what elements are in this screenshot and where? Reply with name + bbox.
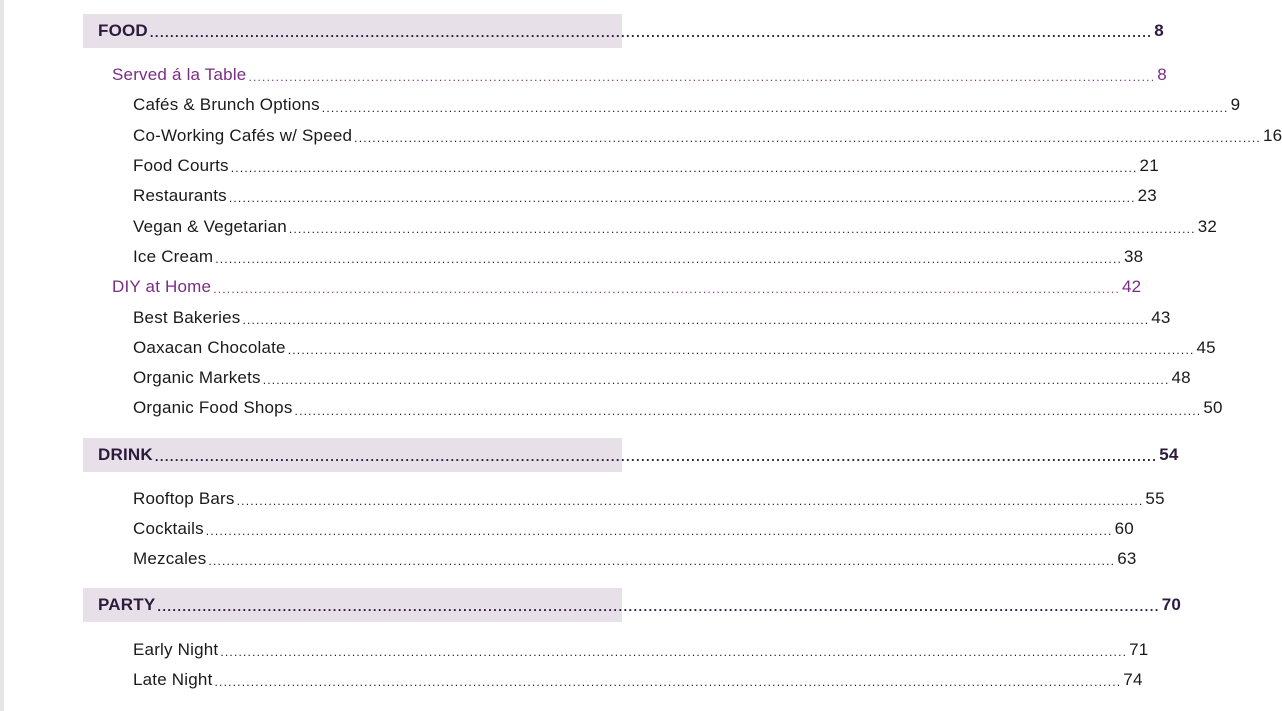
toc-entry[interactable] xyxy=(83,665,1143,695)
entry-page-number: 38 xyxy=(1124,246,1144,266)
dot-leader: ........................................................................................................................................................................................................ xyxy=(205,524,1113,539)
entry-label: Restaurants xyxy=(133,186,227,206)
dot-leader: ........................................................................................................................................................................................................ xyxy=(214,675,1122,690)
entry-page-number: 32 xyxy=(1197,216,1218,236)
section-heading[interactable] xyxy=(83,438,1179,472)
entry-page-number: 9 xyxy=(1230,95,1241,115)
entry-label: Early Night xyxy=(133,639,219,659)
dot-leader: ........................................................................................................................................................................................................ xyxy=(230,161,1138,176)
section-page-number: 54 xyxy=(1159,444,1179,464)
dot-leader: ........................................................................................................................................................................................................ xyxy=(248,70,1156,85)
entry-page-number: 45 xyxy=(1196,337,1216,357)
section-entries xyxy=(83,472,1165,589)
dot-leader: ........................................................................................................................................................................................................ xyxy=(354,130,1261,145)
section-page-number: 8 xyxy=(1154,21,1164,40)
dot-leader: ........................................................................................................................................................................................................ xyxy=(215,252,1123,267)
entry-page-number: 23 xyxy=(1137,186,1157,206)
dot-leader: ........................................................................................................................................................................................................ xyxy=(157,599,1160,615)
toc-entry[interactable] xyxy=(83,484,1165,514)
entry-page-number: 60 xyxy=(1114,519,1134,538)
entry-page-number: 8 xyxy=(1157,65,1167,85)
dot-leader: ........................................................................................................................................................................................................ xyxy=(287,342,1195,357)
toc-section-drink xyxy=(83,438,1179,589)
toc-entry[interactable] xyxy=(83,181,1157,211)
section-title: DRINK xyxy=(98,444,153,464)
toc-subsection[interactable] xyxy=(83,272,1142,302)
section-heading[interactable] xyxy=(83,14,1164,48)
entry-page-number: 63 xyxy=(1117,549,1137,569)
toc-section-food xyxy=(83,14,1282,438)
entry-page-number: 71 xyxy=(1129,639,1149,659)
toc-entry[interactable] xyxy=(83,393,1223,423)
toc-entry[interactable] xyxy=(83,363,1191,393)
dot-leader: ........................................................................................................................................................................................................ xyxy=(213,282,1120,297)
page-left-edge xyxy=(0,0,4,711)
toc-entry[interactable] xyxy=(83,242,1144,272)
dot-leader: ........................................................................................................................................................................................................ xyxy=(294,403,1202,418)
section-title: PARTY xyxy=(98,595,156,615)
entry-page-number: 42 xyxy=(1122,277,1142,297)
entry-label: Food Courts xyxy=(133,156,229,176)
entry-label: Vegan & Vegetarian xyxy=(133,216,287,236)
toc-section-party xyxy=(83,588,1182,709)
toc-entry[interactable] xyxy=(83,211,1218,241)
entry-label: Organic Markets xyxy=(133,368,261,388)
dot-leader: ........................................................................................................................................................................................................ xyxy=(220,644,1128,659)
dot-leader: ........................................................................................................................................................................................................ xyxy=(262,373,1170,388)
toc-entry[interactable] xyxy=(83,151,1159,181)
table-of-contents xyxy=(83,14,1282,709)
toc-subsection[interactable] xyxy=(83,60,1167,90)
entry-label: Mezcales xyxy=(133,549,207,569)
entry-label: Served á la Table xyxy=(112,65,247,85)
section-heading[interactable] xyxy=(83,588,1182,622)
entry-label: Cocktails xyxy=(133,519,204,538)
entry-label: Organic Food Shops xyxy=(133,398,293,418)
dot-leader: ........................................................................................................................................................................................................ xyxy=(288,221,1196,236)
entry-page-number: 16 xyxy=(1262,125,1282,145)
section-title: FOOD xyxy=(98,21,148,40)
section-page-number: 70 xyxy=(1161,595,1182,615)
dot-leader: ........................................................................................................................................................................................................ xyxy=(208,554,1116,569)
entry-page-number: 50 xyxy=(1203,398,1223,418)
dot-leader: ........................................................................................................................................................................................................ xyxy=(236,493,1144,508)
entry-label: Co-Working Cafés w/ Speed xyxy=(133,125,353,145)
section-entries xyxy=(83,48,1282,438)
entry-page-number: 55 xyxy=(1145,488,1165,508)
entry-label: Rooftop Bars xyxy=(133,488,235,508)
entry-label: DIY at Home xyxy=(112,277,212,297)
entry-label: Best Bakeries xyxy=(133,307,241,327)
entry-label: Ice Cream xyxy=(133,246,214,266)
entry-label: Cafés & Brunch Options xyxy=(133,95,320,115)
toc-entry[interactable] xyxy=(83,302,1171,332)
toc-entry[interactable] xyxy=(83,121,1282,151)
section-entries xyxy=(83,622,1149,709)
dot-leader: ........................................................................................................................................................................................................ xyxy=(149,25,1153,40)
entry-page-number: 43 xyxy=(1151,307,1171,327)
entry-page-number: 48 xyxy=(1171,368,1191,388)
dot-leader: ........................................................................................................................................................................................................ xyxy=(242,312,1150,327)
dot-leader: ........................................................................................................................................................................................................ xyxy=(154,448,1158,464)
toc-entry[interactable] xyxy=(83,514,1134,544)
entry-page-number: 21 xyxy=(1139,156,1159,176)
dot-leader: ........................................................................................................................................................................................................ xyxy=(321,100,1229,115)
entry-label: Late Night xyxy=(133,669,213,689)
toc-entry[interactable] xyxy=(83,333,1216,363)
dot-leader: ........................................................................................................................................................................................................ xyxy=(228,191,1136,206)
entry-page-number: 74 xyxy=(1123,669,1143,689)
entry-label: Oaxacan Chocolate xyxy=(133,337,286,357)
toc-entry[interactable] xyxy=(83,90,1241,120)
toc-entry[interactable] xyxy=(83,634,1149,664)
toc-entry[interactable] xyxy=(83,544,1137,574)
